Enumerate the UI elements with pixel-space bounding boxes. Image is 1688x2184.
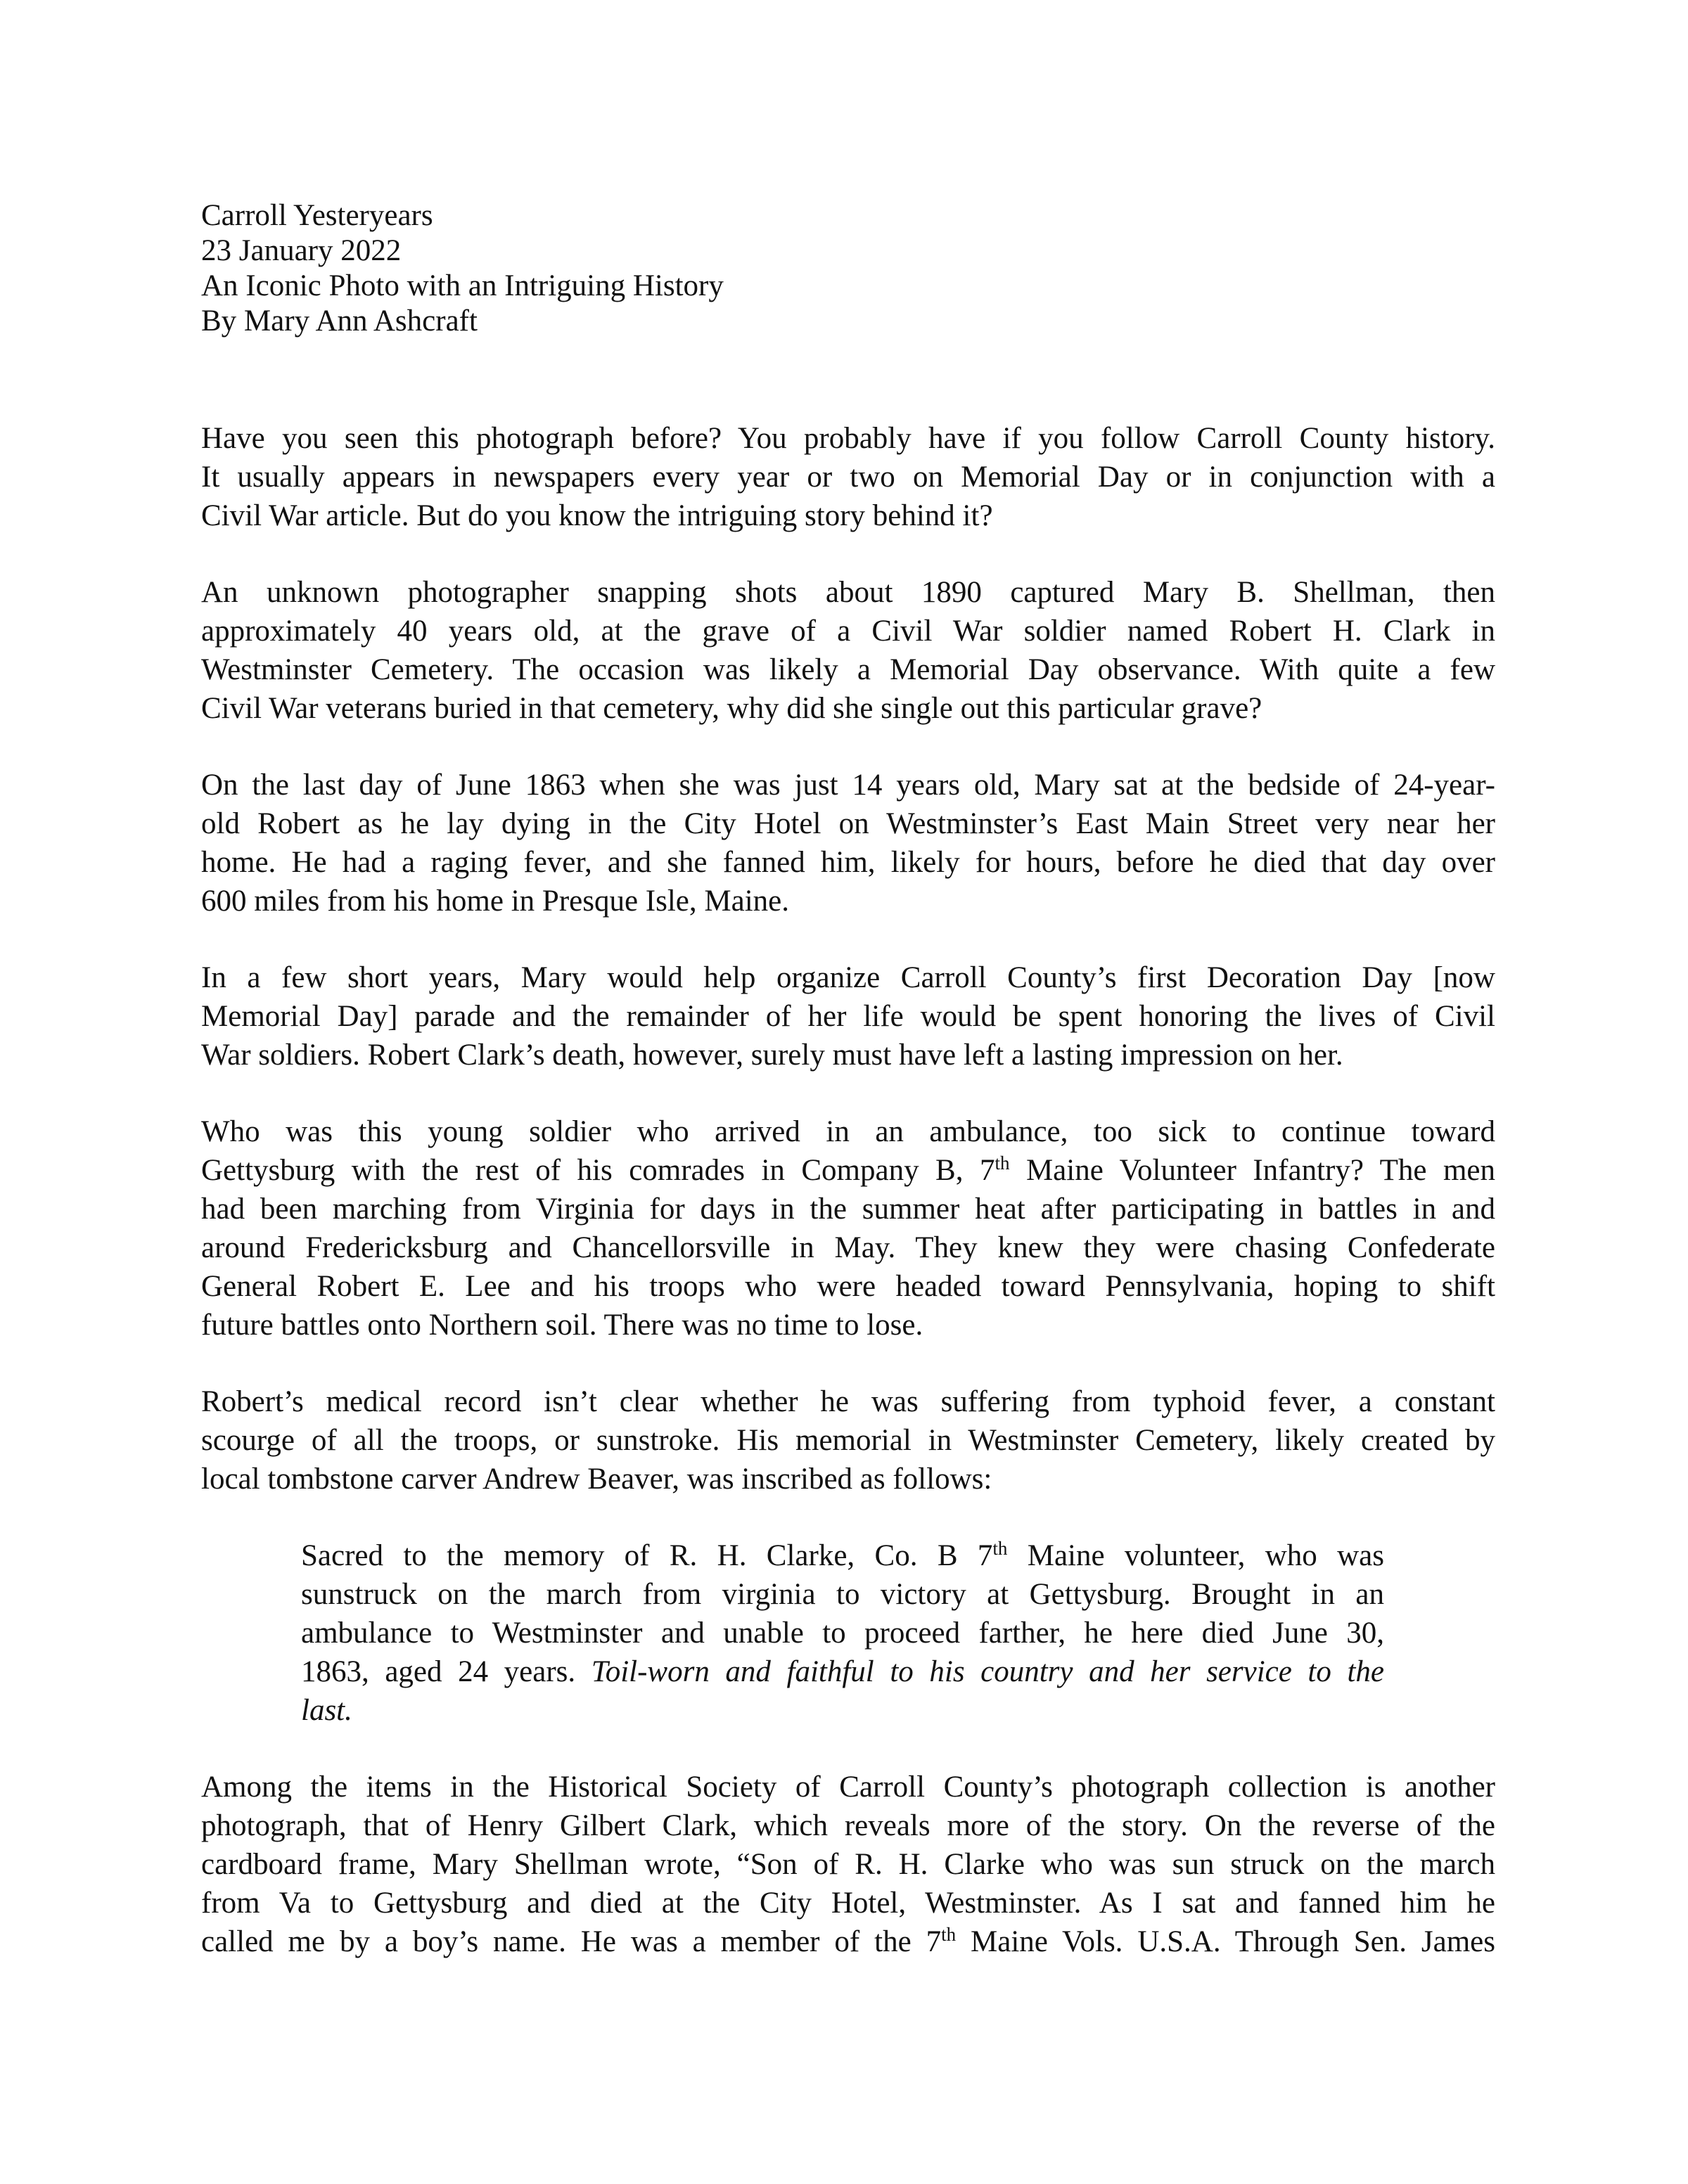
quote-line <box>301 1652 1384 1691</box>
paragraph-line: General Robert E. Lee and his troops who were headed toward Pennsylvania, hoping to shift <box>201 1270 1495 1303</box>
line-text: Maine Volunteer Infantry? The men <box>1009 1154 1495 1187</box>
paragraph-line <box>201 1922 1495 1961</box>
article-title: An Iconic Photo with an Intriguing History <box>201 269 724 302</box>
paragraph-line: Memorial Day] parade and the remainder of her life would be spent honoring the lives of Civil <box>201 1000 1495 1033</box>
paragraph-line: Civil War veterans buried in that cemetery, why did she single out this particular grave? <box>201 692 1262 725</box>
line-text: Sacred to the memory of R. H. Clarke, Co. B 7 <box>301 1539 993 1572</box>
column-name: Carroll Yesteryears <box>201 199 433 232</box>
quote-line <box>301 1691 1384 1730</box>
paragraph-line: approximately 40 years old, at the grave of a Civil War soldier named Robert H. Clark in <box>201 615 1495 648</box>
document-page <box>201 198 1495 1999</box>
line-text: Maine volunteer, who was <box>1007 1539 1384 1572</box>
paragraph-1 <box>201 419 1495 535</box>
line-text: 1863, aged 24 years. <box>301 1655 592 1688</box>
paragraph-6 <box>201 1382 1495 1498</box>
paragraph-4 <box>201 958 1495 1074</box>
line-text: Gettysburg with the rest of his comrades in Company B, 7 <box>201 1154 995 1187</box>
italic-text: last. <box>301 1694 352 1727</box>
tombstone-inscription <box>301 1536 1384 1730</box>
ordinal-suffix: th <box>995 1152 1010 1174</box>
quote-line: sunstruck on the march from virginia to victory at Gettysburg. Brought in an <box>301 1578 1384 1611</box>
ordinal-suffix: th <box>941 1924 957 1945</box>
paragraph-5 <box>201 1112 1495 1344</box>
paragraph-line: 600 miles from his home in Presque Isle, Maine. <box>201 885 789 918</box>
paragraph-line: In a few short years, Mary would help organize Carroll County’s first Decoration Day [now <box>201 961 1495 994</box>
paragraph-line: cardboard frame, Mary Shellman wrote, “Son of R. H. Clarke who was sun struck on the march <box>201 1848 1495 1881</box>
paragraph-line: had been marching from Virginia for days in the summer heat after participating in battles in and <box>201 1193 1495 1226</box>
ordinal-suffix: th <box>992 1538 1008 1559</box>
paragraph-line: scourge of all the troops, or sunstroke. His memorial in Westminster Cemetery, likely created by <box>201 1424 1495 1457</box>
paragraph-line: around Fredericksburg and Chancellorsville in May. They knew they were chasing Confederate <box>201 1231 1495 1264</box>
paragraph-line: old Robert as he lay dying in the City Hotel on Westminster’s East Main Street very near her <box>201 807 1495 840</box>
paragraph-line: Who was this young soldier who arrived in an ambulance, too sick to continue toward <box>201 1115 1495 1148</box>
article-byline: By Mary Ann Ashcraft <box>201 304 478 338</box>
quote-line <box>301 1536 1384 1575</box>
paragraph-line: local tombstone carver Andrew Beaver, was inscribed as follows: <box>201 1463 992 1496</box>
paragraph-line: An unknown photographer snapping shots about 1890 captured Mary B. Shellman, then <box>201 576 1495 609</box>
italic-text: Toil-worn and faithful to his country and her service to the <box>591 1655 1384 1688</box>
article-date: 23 January 2022 <box>201 234 402 267</box>
paragraph-line: On the last day of June 1863 when she was just 14 years old, Mary sat at the bedside of 24-year- <box>201 769 1495 802</box>
paragraph-line <box>201 1151 1495 1190</box>
paragraph-2 <box>201 573 1495 728</box>
quote-line: ambulance to Westminster and unable to proceed farther, he here died June 30, <box>301 1617 1384 1650</box>
paragraph-line: Westminster Cemetery. The occasion was likely a Memorial Day observance. With quite a few <box>201 653 1495 686</box>
paragraph-line: Among the items in the Historical Society of Carroll County’s photograph collection is another <box>201 1771 1495 1804</box>
paragraph-line: photograph, that of Henry Gilbert Clark, which reveals more of the story. On the reverse of the <box>201 1809 1495 1842</box>
line-text: called me by a boy’s name. He was a member of the 7 <box>201 1925 942 1958</box>
paragraph-line: Have you seen this photograph before? You probably have if you follow Carroll County history. <box>201 422 1495 455</box>
paragraph-3 <box>201 766 1495 920</box>
line-text: Maine Vols. U.S.A. Through Sen. James <box>956 1925 1495 1958</box>
article-header <box>201 198 1495 339</box>
paragraph-line: from Va to Gettysburg and died at the City Hotel, Westminster. As I sat and fanned him he <box>201 1887 1495 1920</box>
paragraph-line: future battles onto Northern soil. There was no time to lose. <box>201 1309 923 1342</box>
paragraph-line: War soldiers. Robert Clark’s death, however, surely must have left a lasting impression on her. <box>201 1039 1343 1072</box>
paragraph-line: Civil War article. But do you know the intriguing story behind it? <box>201 499 993 532</box>
paragraph-line: Robert’s medical record isn’t clear whether he was suffering from typhoid fever, a constant <box>201 1385 1495 1418</box>
paragraph-line: home. He had a raging fever, and she fanned him, likely for hours, before he died that day over <box>201 846 1495 879</box>
paragraph-line: It usually appears in newspapers every year or two on Memorial Day or in conjunction with a <box>201 461 1495 494</box>
paragraph-7 <box>201 1768 1495 1961</box>
